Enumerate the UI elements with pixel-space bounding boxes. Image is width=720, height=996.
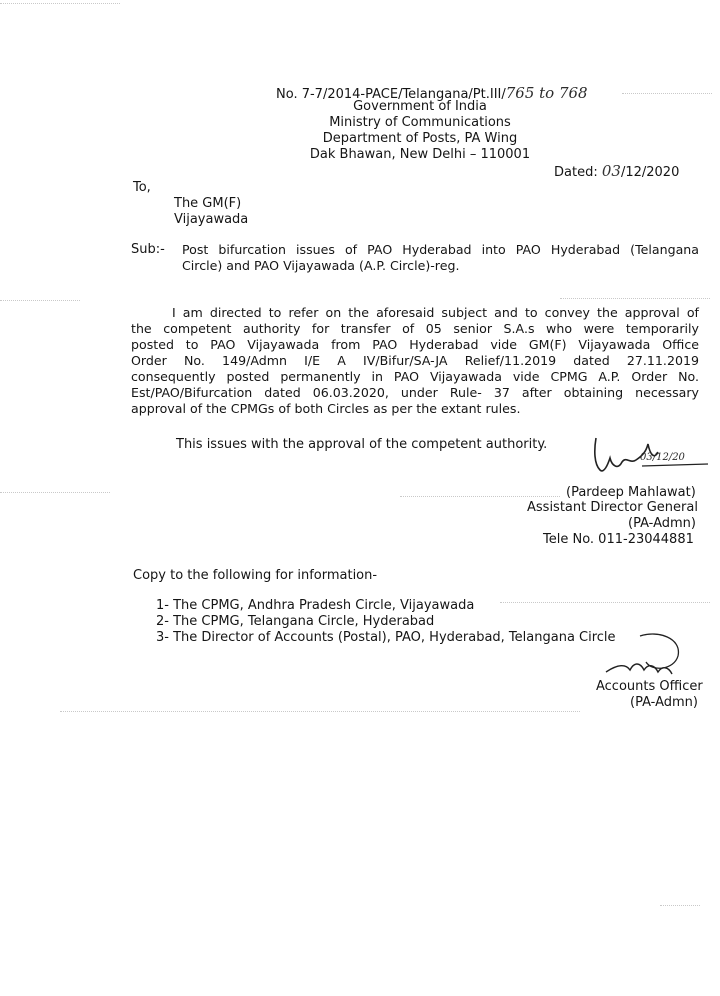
scan-artifact	[622, 93, 712, 94]
copy-to-item: 3- The Director of Accounts (Postal), PAO, Hyderabad, Telangana Circle	[156, 630, 616, 645]
signature-date: 03/12/20	[640, 452, 685, 463]
scan-artifact	[60, 711, 580, 712]
scan-artifact	[500, 602, 710, 603]
copy-to-heading: Copy to the following for information-	[133, 568, 378, 583]
body-line: posted to PAO Vijayawada from PAO Hyderabad vide GM(F) Vijayawada Office	[131, 337, 699, 352]
body-line: I am directed to refer on the aforesaid subject and to convey the approval of	[172, 305, 699, 320]
date-label: Dated:	[554, 165, 598, 180]
accounts-officer-title: Accounts Officer	[596, 679, 703, 694]
addressee-name: The GM(F)	[174, 196, 242, 211]
date-rest: /12/2020	[620, 165, 680, 180]
accounts-officer-initials	[600, 628, 686, 684]
scan-artifact	[0, 492, 110, 493]
org-ministry: Ministry of Communications	[329, 115, 511, 130]
signatory-name: (Pardeep Mahlawat)	[566, 485, 696, 500]
body-line: the competent authority for transfer of 05 senior S.A.s who were temporarily	[131, 321, 699, 336]
signatory-designation: Assistant Director General	[527, 500, 698, 515]
copy-to-item: 2- The CPMG, Telangana Circle, Hyderabad	[156, 614, 435, 629]
accounts-officer-dept: (PA-Admn)	[630, 695, 698, 710]
org-government: Government of India	[353, 99, 487, 114]
scan-artifact	[560, 298, 710, 299]
scan-artifact	[400, 496, 560, 497]
subject-line-2: Circle) and PAO Vijayawada (A.P. Circle)-reg.	[182, 258, 460, 273]
body-line: Est/PAO/Bifurcation dated 06.03.2020, under Rule- 37 after obtaining necessary	[131, 385, 699, 400]
reference-number-printed: No. 7-7/2014-PACE/Telangana/Pt.III/	[276, 87, 506, 102]
closing-line: This issues with the approval of the competent authority.	[176, 437, 548, 452]
signatory-dept: (PA-Admn)	[628, 516, 696, 531]
copy-to-item: 1- The CPMG, Andhra Pradesh Circle, Vijayawada	[156, 598, 475, 613]
subject-line-1: Post bifurcation issues of PAO Hyderabad into PAO Hyderabad (Telangana	[182, 242, 699, 257]
subject-label: Sub:-	[131, 242, 165, 257]
scan-artifact	[660, 905, 700, 906]
letter-date	[554, 162, 679, 180]
body-line: approval of the CPMGs of both Circles as per the extant rules.	[131, 401, 521, 416]
signatory-tele: Tele No. 011-23044881	[543, 532, 694, 547]
scan-artifact	[0, 3, 120, 4]
reference-number-handwritten: 765 to 768	[505, 84, 588, 102]
date-day-handwritten: 03	[601, 162, 621, 180]
org-address: Dak Bhawan, New Delhi – 110001	[309, 147, 531, 162]
org-department: Department of Posts, PA Wing	[322, 131, 518, 146]
addressee-to: To,	[133, 180, 151, 195]
addressee-place: Vijayawada	[174, 212, 249, 227]
body-line: consequently posted permanently in PAO Vijayawada vide CPMG A.P. Order No.	[131, 369, 699, 384]
scan-artifact	[0, 300, 80, 301]
body-line: Order No. 149/Admn I/E A IV/Bifur/SA-JA Relief/11.2019 dated 27.11.2019	[131, 353, 699, 368]
